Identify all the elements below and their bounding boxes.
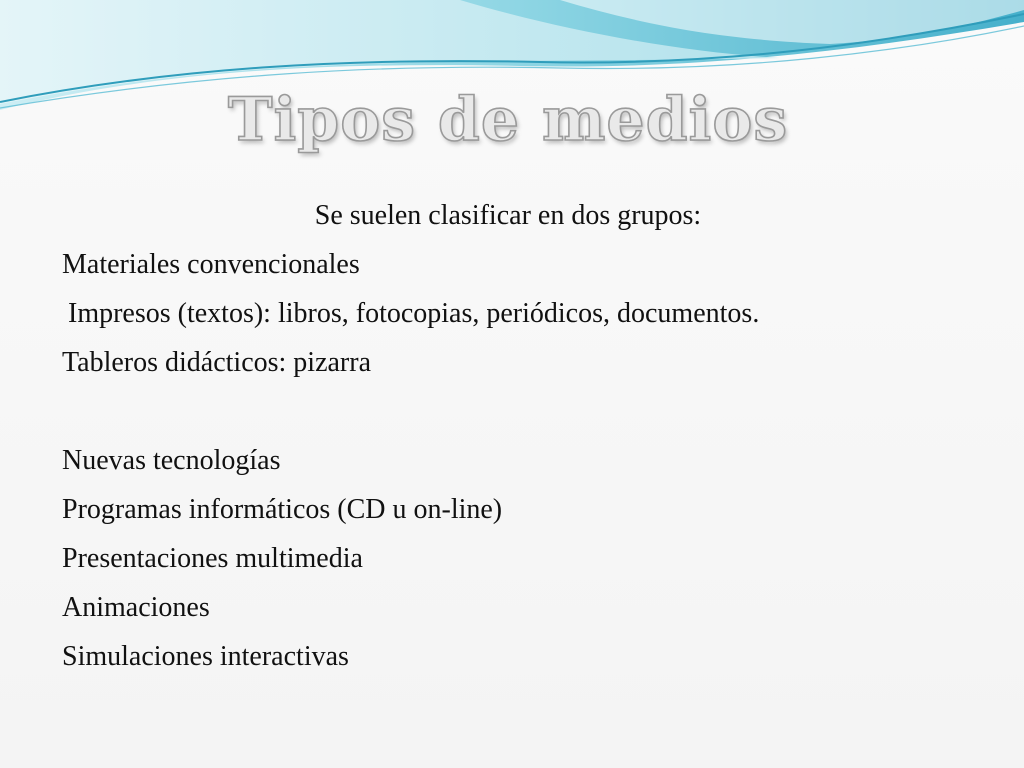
list-item: Animaciones bbox=[62, 592, 210, 623]
list-item: Materiales convencionales bbox=[62, 249, 360, 280]
slide-title: Tipos de medios bbox=[227, 85, 789, 155]
list-item: Presentaciones multimedia bbox=[62, 543, 363, 574]
list-item: Programas informáticos (CD u on-line) bbox=[62, 494, 503, 525]
list-item: Nuevas tecnologías bbox=[62, 445, 281, 476]
intro-text: Se suelen clasificar en dos grupos: bbox=[314, 200, 702, 231]
list-item: Tableros didácticos: pizarra bbox=[62, 347, 372, 378]
list-item: Impresos (textos): libros, fotocopias, periódicos, documentos. bbox=[68, 298, 760, 329]
list-item: Simulaciones interactivas bbox=[62, 641, 349, 672]
